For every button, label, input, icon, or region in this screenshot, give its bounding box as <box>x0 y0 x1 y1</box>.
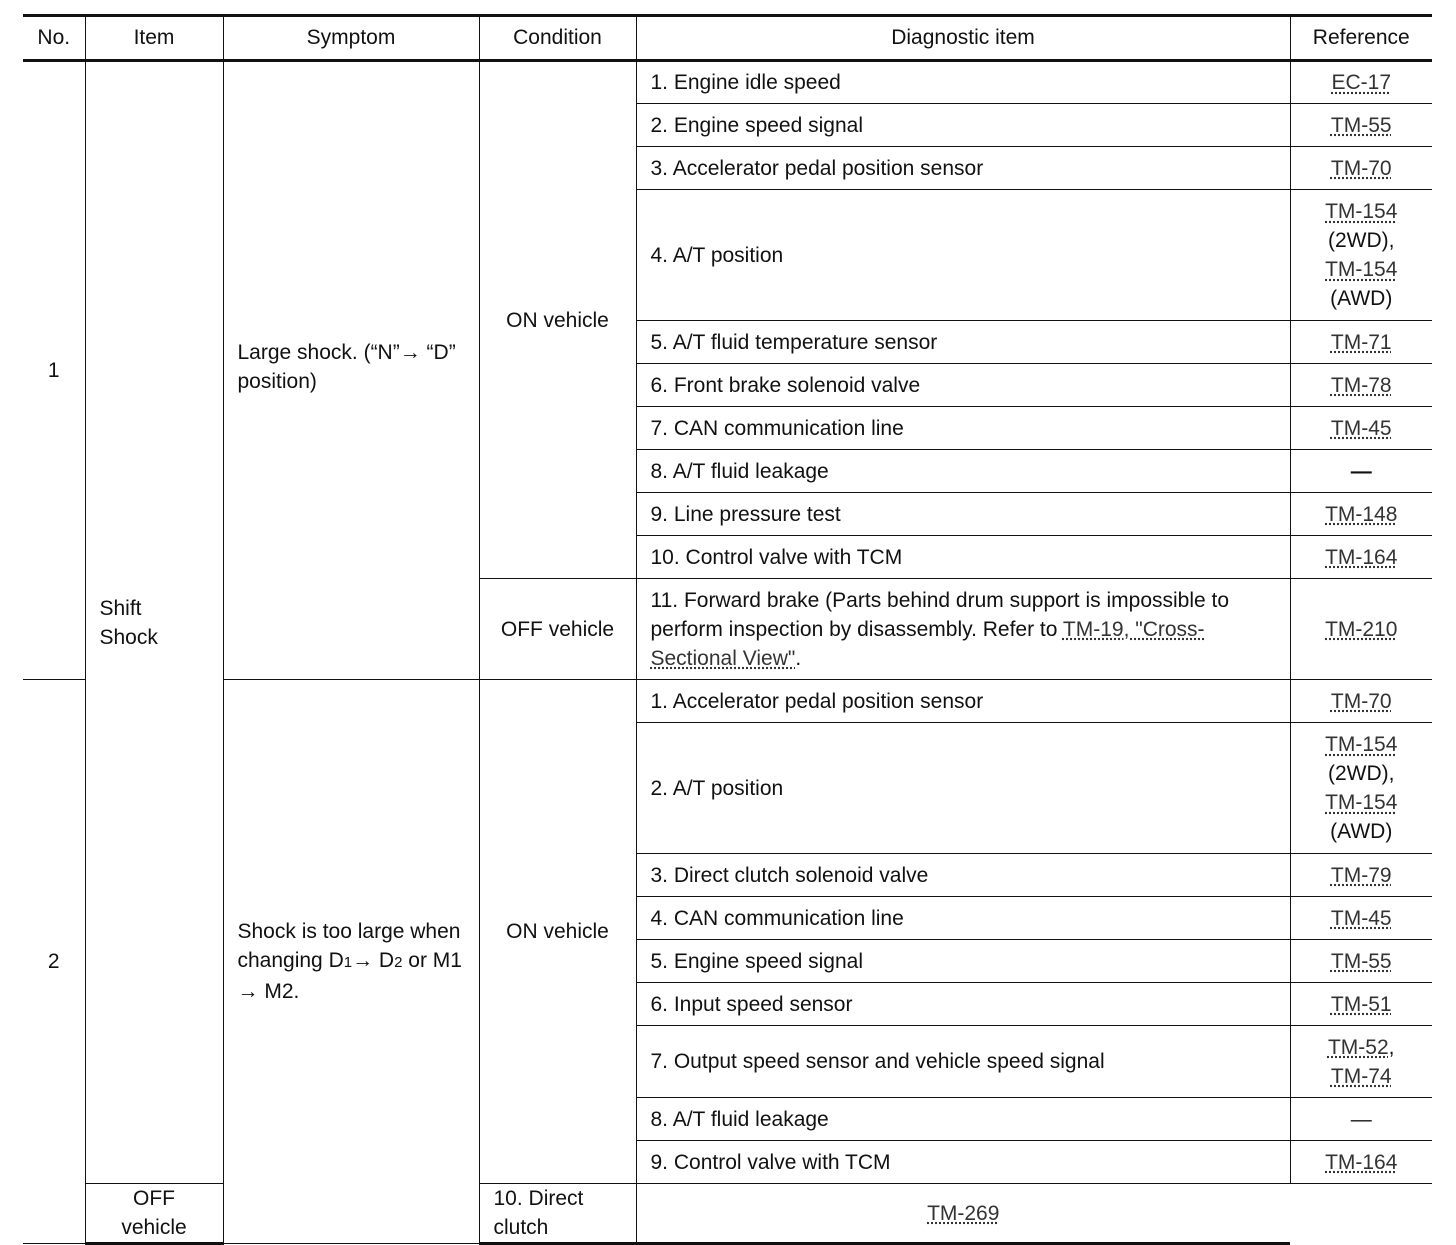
reference-link[interactable] <box>1290 854 1432 897</box>
reference-link-text[interactable]: TM-79 <box>1330 863 1392 887</box>
reference-note: (AWD) <box>1330 820 1393 843</box>
header-symptom: Symptom <box>223 16 479 61</box>
symptom-text: → D <box>352 949 395 972</box>
cross-sectional-view-link[interactable]: TM-19, "Cross-Sectional View" <box>650 617 1205 670</box>
reference-link-text[interactable]: TM-148 <box>1325 502 1398 526</box>
reference-link-text[interactable]: TM-45 <box>1330 416 1392 440</box>
diag-item-text: 11. Forward brake (Parts behind drum support is impossible to perform inspection by disassembly. Refer to <box>650 588 1230 641</box>
reference-link-text[interactable]: TM-78 <box>1330 373 1392 397</box>
reference-link-text[interactable]: TM-269 <box>927 1201 1000 1225</box>
diag-item: 2. A/T position <box>636 723 1290 854</box>
reference-link[interactable] <box>1290 147 1432 190</box>
item-label: Shift Shock <box>99 596 158 649</box>
diag-item: 10. Direct clutch <box>479 1184 636 1244</box>
diag-item: 9. Line pressure test <box>636 493 1290 536</box>
reference-link-text[interactable]: EC-17 <box>1331 71 1392 94</box>
reference-link[interactable] <box>1290 536 1432 579</box>
reference-link-text[interactable]: TM-164 <box>1325 545 1398 569</box>
reference-link-text[interactable]: TM-55 <box>1330 949 1392 973</box>
reference-none: — <box>1290 1098 1432 1141</box>
reference-link-text[interactable]: TM-70 <box>1330 156 1392 180</box>
header-condition: Condition <box>479 16 636 61</box>
reference-note: , <box>1388 1035 1395 1059</box>
row-number-2: 2 <box>23 680 85 1244</box>
diag-item: 8. A/T fluid leakage <box>636 1098 1290 1141</box>
reference-link[interactable] <box>1290 321 1432 364</box>
header-diagnostic-item: Diagnostic item <box>636 16 1290 61</box>
reference-link[interactable]: TM-154 <box>1325 200 1398 223</box>
symptom-cell-2 <box>223 680 479 1244</box>
symptom-text: Shock is too large when changing D <box>237 920 461 972</box>
diag-item: 8. A/T fluid leakage <box>636 450 1290 493</box>
condition-on-2: ON vehicle <box>479 680 636 1184</box>
reference-link-text[interactable]: TM-51 <box>1330 992 1392 1016</box>
reference-link[interactable] <box>1290 493 1432 536</box>
diag-item: 6. Front brake solenoid valve <box>636 364 1290 407</box>
table-row <box>23 680 1432 723</box>
diag-item <box>636 579 1290 680</box>
reference-link[interactable]: TM-154 <box>1325 258 1398 281</box>
symptom-sub: 2 <box>394 954 403 971</box>
reference-link[interactable] <box>1290 407 1432 450</box>
diag-item: 1. Accelerator pedal position sensor <box>636 680 1290 723</box>
item-cell <box>85 61 223 1184</box>
diag-item: 9. Control valve with TCM <box>636 1141 1290 1184</box>
symptom-text: or M1 → M2. <box>237 949 462 1003</box>
reference-link[interactable] <box>1290 897 1432 940</box>
diag-item: 3. Direct clutch solenoid valve <box>636 854 1290 897</box>
reference-note: (2WD), <box>1328 229 1395 252</box>
reference-link[interactable]: TM-74 <box>1330 1064 1392 1088</box>
reference-link[interactable] <box>1290 104 1432 147</box>
diag-item: 1. Engine idle speed <box>636 61 1290 104</box>
diagnosis-table-container <box>23 14 1432 1245</box>
reference-link-text[interactable]: TM-70 <box>1330 689 1392 713</box>
row-number-1: 1 <box>23 61 85 680</box>
condition-off-1: OFF vehicle <box>479 579 636 680</box>
reference-link-text[interactable]: TM-210 <box>1325 617 1398 641</box>
reference-none: — <box>1290 450 1432 493</box>
diag-item: 6. Input speed sensor <box>636 983 1290 1026</box>
diag-item: 4. CAN communication line <box>636 897 1290 940</box>
reference-link-text[interactable]: TM-55 <box>1330 113 1392 137</box>
header-item: Item <box>85 16 223 61</box>
reference-link[interactable] <box>1290 1141 1432 1184</box>
symptom-cell-1: Large shock. (“N”→ “D” position) <box>223 61 479 680</box>
reference-cell-multi <box>1290 1026 1432 1098</box>
header-reference: Reference <box>1290 16 1432 61</box>
diag-item: 5. Engine speed signal <box>636 940 1290 983</box>
reference-link[interactable] <box>1290 940 1432 983</box>
reference-link[interactable]: TM-154 <box>1325 733 1398 756</box>
diag-item: 7. Output speed sensor and vehicle speed signal <box>636 1026 1290 1098</box>
reference-note: (2WD), <box>1328 762 1395 785</box>
reference-note: (AWD) <box>1330 287 1393 310</box>
header-row <box>23 16 1432 61</box>
diag-item: 5. A/T fluid temperature sensor <box>636 321 1290 364</box>
diag-item: 2. Engine speed signal <box>636 104 1290 147</box>
reference-link[interactable] <box>1290 579 1432 680</box>
reference-link[interactable] <box>1290 680 1432 723</box>
reference-link[interactable]: TM-154 <box>1325 791 1398 814</box>
diag-item-end: . <box>795 646 802 670</box>
diag-item: 4. A/T position <box>636 190 1290 321</box>
reference-link[interactable] <box>636 1184 1290 1244</box>
reference-link-text[interactable]: TM-45 <box>1330 906 1392 930</box>
reference-link-text[interactable]: TM-71 <box>1330 330 1392 354</box>
header-no: No. <box>23 16 85 61</box>
diagnosis-table <box>23 14 1432 1245</box>
reference-link[interactable]: TM-52 <box>1327 1035 1389 1059</box>
symptom-sub: 1 <box>343 954 353 971</box>
reference-cell-multi <box>1290 190 1432 321</box>
diag-item: 3. Accelerator pedal position sensor <box>636 147 1290 190</box>
diag-item: 7. CAN communication line <box>636 407 1290 450</box>
reference-link[interactable] <box>1290 364 1432 407</box>
reference-link[interactable] <box>1290 61 1432 104</box>
table-row <box>23 61 1432 104</box>
reference-link-text[interactable]: TM-164 <box>1325 1150 1398 1174</box>
reference-link[interactable] <box>1290 983 1432 1026</box>
condition-off-2: OFF vehicle <box>85 1184 223 1244</box>
condition-on-1: ON vehicle <box>479 61 636 579</box>
diag-item: 10. Control valve with TCM <box>636 536 1290 579</box>
reference-cell-multi <box>1290 723 1432 854</box>
